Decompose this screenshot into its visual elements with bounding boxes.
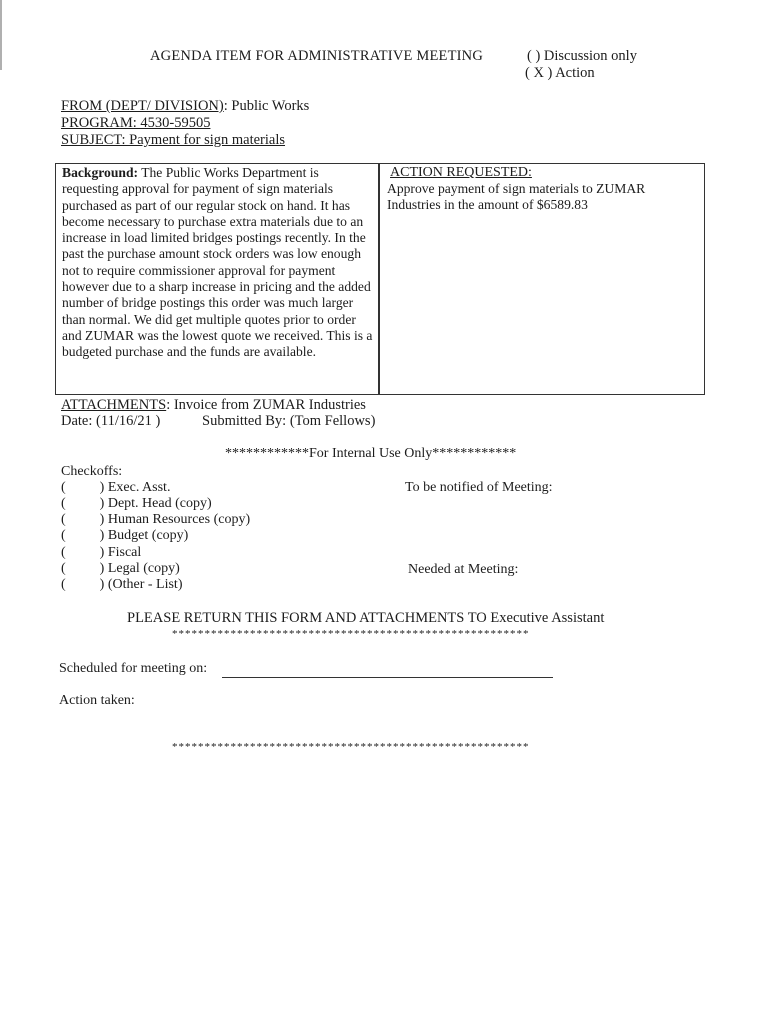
action-requested-label: ACTION REQUESTED: (390, 165, 532, 180)
internal-use-heading: ************For Internal Use Only************ (225, 446, 517, 461)
checkoff-dept-head: ( ) Dept. Head (copy) (61, 496, 212, 511)
date-line: Date: (11/16/21 ) (61, 413, 161, 429)
background-section (62, 165, 374, 361)
checkoff-fiscal: ( ) Fiscal (61, 545, 142, 560)
from-value: : Public Works (223, 98, 310, 114)
checkoff-human-resources: ( ) Human Resources (copy) (61, 512, 251, 527)
return-notice: PLEASE RETURN THIS FORM AND ATTACHMENTS TO Executive Assistant (127, 610, 605, 626)
checkoff-legal: ( ) Legal (copy) (61, 561, 180, 576)
checkoff-other: ( ) (Other - List) (61, 577, 183, 592)
checkoffs-label: Checkoffs: (61, 464, 123, 479)
subject-line: SUBJECT: Payment for sign materials (61, 132, 286, 148)
needed-at-meeting-label: Needed at Meeting: (408, 562, 519, 577)
footer-stars: ******************************************************* (172, 741, 530, 753)
separator-stars: ******************************************************* (172, 628, 530, 640)
background-action-box (55, 163, 705, 395)
from-line (61, 98, 309, 115)
action-requested-text: Approve payment of sign materials to ZUMAR Industries in the amount of $6589.83 (387, 181, 646, 213)
background-text: The Public Works Department is requesting approval for payment of sign materials purchased as part of our regular stock on hand. It has become necessary to purchase extra materials due to an increase in load limited bridges postings recently. In the past the purchase amount stock orders was low enough not to require commissioner approval for payment however due to a sharp increase in pricing and the added number of bridge postings this order was much larger than normal. We did get multiple quotes prior to order and ZUMAR was the lowest quote we received. This is a budgeted purchase and the funds are available. (62, 165, 373, 360)
scan-edge (0, 0, 2, 70)
submitted-by: Submitted By: (Tom Fellows) (202, 413, 376, 429)
checkoff-exec-asst: ( ) Exec. Asst. (61, 480, 171, 495)
action-option: ( X ) Action (525, 65, 595, 81)
scheduled-for-meeting-label: Scheduled for meeting on: (59, 661, 208, 676)
notified-of-meeting-label: To be notified of Meeting: (405, 480, 553, 495)
attachments-label: ATTACHMENTS (61, 397, 167, 413)
action-taken-label: Action taken: (59, 693, 135, 708)
discussion-only-option: ( ) Discussion only (527, 48, 637, 64)
scheduled-date-blank (222, 677, 553, 678)
box-divider (378, 164, 380, 394)
from-label: FROM (DEPT/ DIVISION) (61, 98, 224, 114)
background-label: Background: (62, 165, 139, 180)
attachments-value: : Invoice from ZUMAR Industries (166, 397, 366, 413)
attachments-line (61, 397, 366, 414)
form-title: AGENDA ITEM FOR ADMINISTRATIVE MEETING (150, 48, 484, 64)
program-line: PROGRAM: 4530-59505 (61, 115, 211, 131)
checkoff-budget: ( ) Budget (copy) (61, 528, 189, 543)
